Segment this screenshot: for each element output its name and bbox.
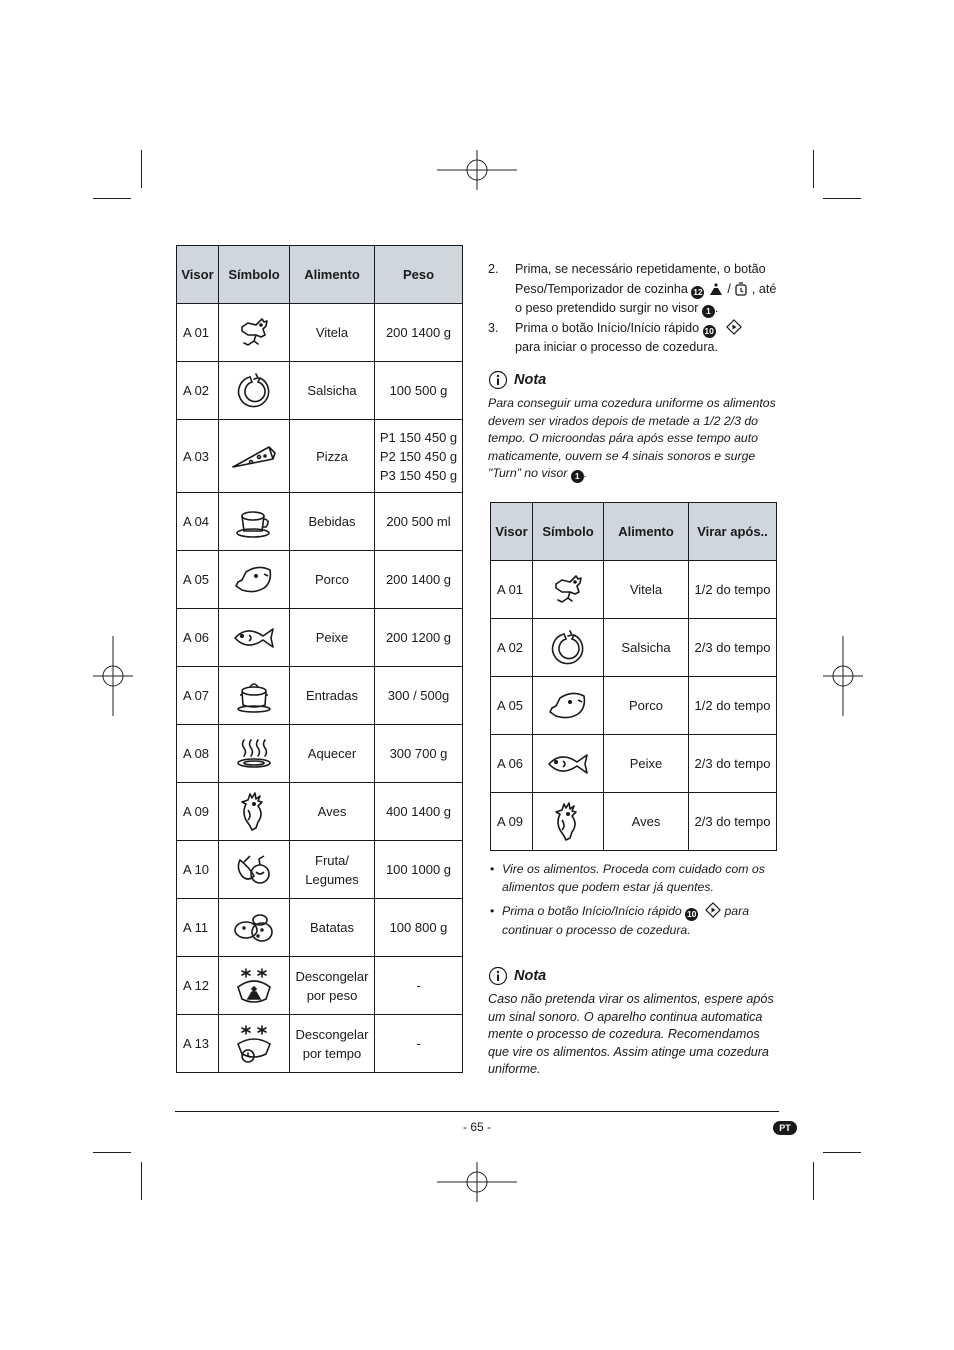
cell-visor: A 13 xyxy=(177,1015,219,1073)
cell-symbol xyxy=(219,899,290,957)
bullet-dot: • xyxy=(490,904,495,918)
step-text: Prima o botão Início/Início rápido xyxy=(515,320,703,335)
cell-peso: 100 1000 g xyxy=(375,841,463,899)
cell-visor: A 05 xyxy=(177,551,219,609)
cell-visor: A 01 xyxy=(491,561,533,619)
cell-alimento: Vitela xyxy=(604,561,689,619)
button-marker-10: 10 xyxy=(704,325,714,336)
fish-icon xyxy=(536,747,600,781)
cell-peso: 200 1400 g xyxy=(375,304,463,362)
cell-symbol xyxy=(533,677,604,735)
cell-visor: A 12 xyxy=(177,957,219,1015)
cell-symbol xyxy=(533,793,604,851)
cell-symbol xyxy=(219,304,290,362)
cell-peso: 200 1400 g xyxy=(375,551,463,609)
cell-symbol xyxy=(219,493,290,551)
pizza-icon xyxy=(222,439,286,473)
cell-alimento: Vitela xyxy=(290,304,375,362)
cell-alimento: Batatas xyxy=(290,899,375,957)
step-text: , até o peso pretendido surgir no visor xyxy=(515,281,777,315)
cell-virar: 2/3 do tempo xyxy=(689,735,777,793)
cell-visor: A 09 xyxy=(491,793,533,851)
fish-icon xyxy=(222,621,286,655)
registration-mark-right xyxy=(823,636,863,716)
cell-visor: A 05 xyxy=(491,677,533,735)
weight-icon xyxy=(708,282,724,296)
bullet-list xyxy=(488,860,780,939)
cell-visor: A 02 xyxy=(491,619,533,677)
bullet-dot: • xyxy=(490,862,495,876)
cell-visor: A 01 xyxy=(177,304,219,362)
cell-alimento: Salsicha xyxy=(604,619,689,677)
cell-alimento: Entradas xyxy=(290,667,375,725)
beverage-icon xyxy=(222,502,286,542)
cell-symbol xyxy=(533,735,604,793)
step-text: para iniciar o processo de cozedura. xyxy=(515,340,719,354)
cell-visor: A 07 xyxy=(177,667,219,725)
cell-peso: 400 1400 g xyxy=(375,783,463,841)
cell-symbol xyxy=(219,420,290,493)
cell-virar: 2/3 do tempo xyxy=(689,619,777,677)
table-row xyxy=(491,677,777,735)
header-visor: Visor xyxy=(177,246,219,304)
table-row xyxy=(177,1015,463,1073)
step-space xyxy=(716,321,720,335)
cell-symbol xyxy=(219,783,290,841)
step-period: . xyxy=(714,301,719,315)
nota-text: Caso não pretenda virar os alimentos, espere após um sinal sonoro. O aparelho continua automatica mente o processo de cozedura. Recomendamos que vire os alimentos. Assim atinge uma cozedura uniforme. xyxy=(488,992,774,1076)
table-row xyxy=(177,420,463,493)
cell-symbol xyxy=(219,551,290,609)
bullet-text: Vire os alimentos. Proceda com cuidado com os alimentos que podem estar já quentes. xyxy=(502,862,765,894)
nota-title: Nota xyxy=(514,372,547,388)
bullet-text: para continuar o processo de cozedura. xyxy=(502,904,750,937)
cell-peso: 200 500 ml xyxy=(375,493,463,551)
cell-peso: 200 1200 g xyxy=(375,609,463,667)
pork-icon xyxy=(222,560,286,600)
button-marker-10: 10 xyxy=(686,909,697,919)
nota-box-2 xyxy=(488,966,778,1079)
cell-peso: P1 150 450 g P2 150 450 g P3 150 450 g xyxy=(375,420,463,493)
table-row xyxy=(491,735,777,793)
reheat-icon xyxy=(222,736,286,772)
sausage-icon xyxy=(536,628,600,668)
cell-peso: - xyxy=(375,1015,463,1073)
cell-symbol xyxy=(219,362,290,420)
header-visor: Visor xyxy=(491,503,533,561)
food-weight-table xyxy=(176,245,463,1073)
cell-alimento: Aves xyxy=(290,783,375,841)
cell-symbol xyxy=(219,841,290,899)
cell-visor: A 03 xyxy=(177,420,219,493)
cell-alimento: Bebidas xyxy=(290,493,375,551)
bullet-item xyxy=(488,860,780,896)
nota-title: Nota xyxy=(514,968,547,984)
cell-symbol xyxy=(533,561,604,619)
step-number: 3. xyxy=(488,320,499,335)
poultry-icon xyxy=(222,790,286,834)
table-row xyxy=(177,667,463,725)
step-3 xyxy=(488,319,778,358)
registration-mark-top xyxy=(437,150,517,190)
cell-alimento: Salsicha xyxy=(290,362,375,420)
vegetables-icon xyxy=(222,850,286,890)
table-header-row xyxy=(491,503,777,561)
table-row xyxy=(177,609,463,667)
cell-virar: 1/2 do tempo xyxy=(689,561,777,619)
cell-alimento: Fruta/ Legumes xyxy=(290,841,375,899)
cell-alimento: Pizza xyxy=(290,420,375,493)
turn-food-table xyxy=(490,502,777,851)
cell-symbol xyxy=(219,1015,290,1073)
nota-heading xyxy=(488,966,778,986)
kitchen-timer-icon xyxy=(734,282,748,296)
potatoes-icon xyxy=(222,910,286,946)
language-badge: PT xyxy=(773,1121,797,1135)
footer-rule xyxy=(175,1111,779,1112)
nota-heading xyxy=(488,370,778,390)
nota-box-1 xyxy=(488,370,778,483)
registration-mark-bottom xyxy=(437,1162,517,1202)
cell-alimento: Descongelar por tempo xyxy=(290,1015,375,1073)
cell-symbol xyxy=(219,725,290,783)
cell-symbol xyxy=(219,609,290,667)
cell-symbol xyxy=(533,619,604,677)
pork-icon xyxy=(536,686,600,726)
table-row xyxy=(177,841,463,899)
defrost-time-icon xyxy=(222,1022,286,1066)
button-marker-12: 12 xyxy=(693,286,703,297)
cell-alimento: Descongelar por peso xyxy=(290,957,375,1015)
cell-visor: A 10 xyxy=(177,841,219,899)
table-row xyxy=(491,619,777,677)
page-number: - 65 - xyxy=(462,1120,491,1134)
cell-peso: 300 700 g xyxy=(375,725,463,783)
cell-visor: A 11 xyxy=(177,899,219,957)
cell-alimento: Peixe xyxy=(604,735,689,793)
cell-alimento: Peixe xyxy=(290,609,375,667)
header-alimento: Alimento xyxy=(604,503,689,561)
display-marker-1: 1 xyxy=(702,305,715,318)
veal-icon xyxy=(536,570,600,610)
step-text: Prima, se necessário repetidamente, o botão Peso/Temporizador de cozinha xyxy=(515,262,766,296)
cell-alimento: Porco xyxy=(604,677,689,735)
header-alimento: Alimento xyxy=(290,246,375,304)
nota-end: . xyxy=(583,466,588,480)
cell-peso: - xyxy=(375,957,463,1015)
bullet-item xyxy=(488,902,780,939)
table-header-row xyxy=(177,246,463,304)
header-virar: Virar após.. xyxy=(689,503,777,561)
cell-symbol xyxy=(219,667,290,725)
bullet-text: Prima o botão Início/Início rápido xyxy=(502,904,686,918)
display-marker-1: 1 xyxy=(571,470,584,483)
table-row xyxy=(177,493,463,551)
nota-text xyxy=(488,395,778,483)
table-row xyxy=(177,362,463,420)
cell-visor: A 09 xyxy=(177,783,219,841)
pot-icon xyxy=(222,676,286,716)
nota-body: Para conseguir uma cozedura uniforme os alimentos devem ser virados depois de metade a 1/2 2/3 do tempo. O microondas pára após esse tempo auto maticamente, ouvem se 4 sinais sonoros e surge "Turn” no visor xyxy=(488,396,776,480)
start-button-icon xyxy=(726,319,742,335)
header-peso: Peso xyxy=(375,246,463,304)
step-number: 2. xyxy=(488,262,499,276)
registration-mark-left xyxy=(93,636,133,716)
veal-icon xyxy=(222,313,286,353)
table-row xyxy=(177,551,463,609)
poultry-icon xyxy=(536,800,600,844)
info-icon xyxy=(488,370,508,390)
cell-alimento: Aquecer xyxy=(290,725,375,783)
cell-alimento: Porco xyxy=(290,551,375,609)
step-slash: / xyxy=(723,281,735,296)
cell-visor: A 04 xyxy=(177,493,219,551)
table-row xyxy=(177,899,463,957)
table-row xyxy=(177,957,463,1015)
table-row xyxy=(177,783,463,841)
table-row xyxy=(491,561,777,619)
cell-peso: 300 / 500g xyxy=(375,667,463,725)
cell-alimento: Aves xyxy=(604,793,689,851)
start-button-icon xyxy=(705,902,721,918)
header-simbolo: Símbolo xyxy=(219,246,290,304)
cell-peso: 100 500 g xyxy=(375,362,463,420)
cell-visor: A 08 xyxy=(177,725,219,783)
cell-visor: A 06 xyxy=(491,735,533,793)
cell-visor: A 06 xyxy=(177,609,219,667)
step-2 xyxy=(488,260,778,319)
info-icon xyxy=(488,966,508,986)
cell-virar: 2/3 do tempo xyxy=(689,793,777,851)
header-simbolo: Símbolo xyxy=(533,503,604,561)
defrost-weight-icon xyxy=(222,965,286,1007)
cell-visor: A 02 xyxy=(177,362,219,420)
sausage-icon xyxy=(222,371,286,411)
cell-symbol xyxy=(219,957,290,1015)
cell-peso: 100 800 g xyxy=(375,899,463,957)
instruction-steps xyxy=(488,260,778,358)
table-row xyxy=(177,725,463,783)
table-row xyxy=(491,793,777,851)
table-row xyxy=(177,304,463,362)
cell-virar: 1/2 do tempo xyxy=(689,677,777,735)
